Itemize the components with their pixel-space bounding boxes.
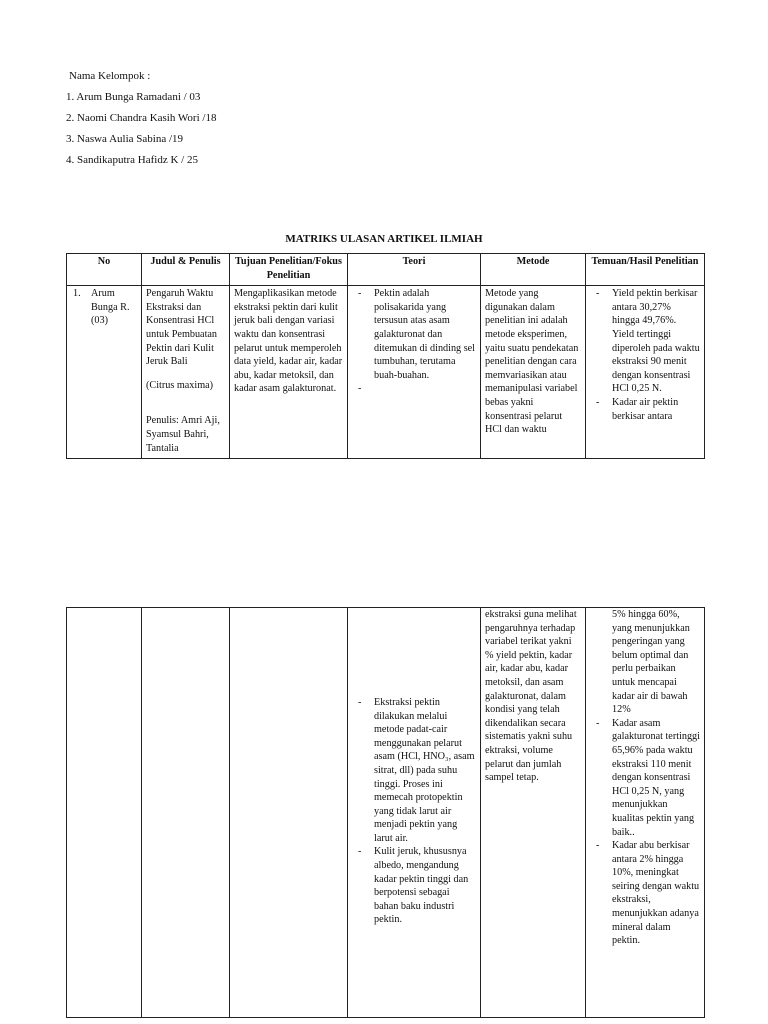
cell-temuan [586, 608, 705, 1018]
cell-metode: Metode yang digunakan dalam penelitian ini adalah metode eksperimen, yaitu suatu pendekatan penelitian dengan cara memvariasikan atau memanipulasi variabel bebas yakni konsentrasi pelarut HCl dan waktu [481, 286, 586, 459]
finding-item: - Kadar air pektin berkisar antara [590, 396, 700, 423]
row-number: 1. [73, 288, 81, 300]
member-item: 1. Arum Bunga Ramadani / 03 [66, 91, 201, 103]
table-row [67, 286, 705, 459]
cell-temuan [586, 286, 705, 459]
document-title: MATRIKS ULASAN ARTIKEL ILMIAH [285, 233, 483, 245]
table-row [67, 608, 705, 1018]
header-teori: Teori [348, 254, 481, 286]
cell-judul [142, 286, 230, 459]
cell-no [67, 608, 142, 1018]
finding-continued: 5% hingga 60%, yang menunjukkan pengeringan yang belum optimal dan perlu perbaikan untuk mencapai kadar air di bawah 12% [612, 609, 690, 716]
student-name: Arum Bunga R. (03) [91, 288, 130, 327]
finding-item: - Kadar abu berkisar antara 2% hingga 10%, meningkat seiring dengan waktu ekstraksi, menunjukkan adanya mineral dalam pektin. [590, 839, 700, 948]
finding-item: - Kadar asam galakturonat tertinggi 65,96% pada waktu ekstraksi 110 menit dengan konsentrasi HCl 0,25 N, yang menunjukkan kualitas pektin yang baik.. [590, 717, 700, 839]
theory-item: - Ekstraksi pektin dilakukan melalui metode padat-cair menggunakan pelarut asam (HCl, HNO₃, asam sitrat, dll) pada suhu tinggi. Proses ini memecah protopektin yang tidak larut air menjadi pektin yang larut air. [352, 696, 476, 846]
member-item: 2. Naomi Chandra Kasih Wori /18 [66, 112, 217, 124]
theory-item: - Kulit jeruk, khususnya albedo, mengandung kadar pektin tinggi dan berpotensi sebagai bahan baku industri pektin. [352, 845, 476, 927]
member-item: 4. Sandikaputra Hafidz K / 25 [66, 154, 198, 166]
header-metode: Metode [481, 254, 586, 286]
cell-metode: ekstraksi guna melihat pengaruhnya terhadap variabel terikat yakni % yield pektin, kadar air, kadar abu, kadar metoksil, dan asam galakturonat, dalam kondisi yang telah dikendalikan secara sistematis yakni suhu ektraksi, volume pelarut dan jumlah sampel tetap. [481, 608, 586, 1018]
cell-no [67, 286, 142, 459]
table-header-row [67, 254, 705, 286]
article-authors: Penulis: Amri Aji, Syamsul Bahri, Tantalia [146, 415, 220, 454]
finding-item: - Yield pektin berkisar antara 30,27% hingga 49,76%. Yield tertinggi diperoleh pada waktu ekstraksi 90 menit dengan konsentrasi HCl 0,25 N. [590, 287, 700, 396]
cell-teori [348, 608, 481, 1018]
article-latin-name: (Citrus maxima) [146, 379, 214, 391]
cell-tujuan: Mengaplikasikan metode ekstraksi pektin dari kulit jeruk bali dengan variasi waktu dan konsentrasi pelarut untuk memperoleh data yield, kadar air, kadar abu, kadar metoksil, dan kadar asam galakturonat. [230, 286, 348, 459]
group-member-list [66, 66, 216, 171]
cell-tujuan [230, 608, 348, 1018]
header-judul: Judul & Penulis [142, 254, 230, 286]
member-item: 3. Naswa Aulia Sabina /19 [66, 133, 184, 145]
theory-item: - Pektin adalah polisakarida yang tersusun atas asam galakturonat dan ditemukan di dinding sel tumbuhan, terutama buah-buahan. [352, 287, 476, 382]
header-no: No [67, 254, 142, 286]
header-temuan: Temuan/Hasil Penelitian [586, 254, 705, 286]
cell-judul [142, 608, 230, 1018]
review-matrix-table [66, 253, 705, 459]
header-tujuan: Tujuan Penelitian/Fokus Penelitian [230, 254, 348, 286]
cell-teori [348, 286, 481, 459]
article-title: Pengaruh Waktu Ekstraksi dan Konsentrasi HCl untuk Pembuatan Pektin dari Kulit Jeruk Bali [146, 288, 218, 368]
review-matrix-table-continued [66, 607, 705, 1018]
empty-bullet [352, 382, 476, 396]
group-heading: Nama Kelompok : [69, 70, 151, 82]
